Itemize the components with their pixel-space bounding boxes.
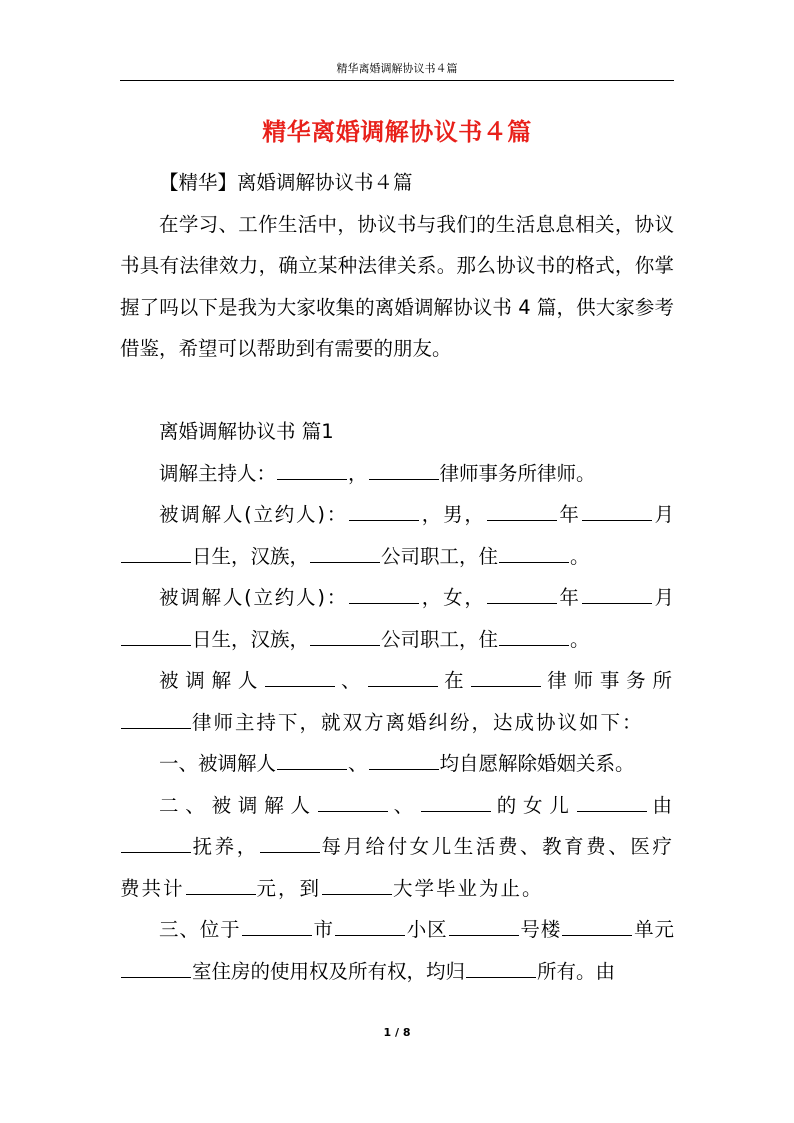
running-header: 精华离婚调解协议书４篇 [336,62,458,75]
text-run: 、 [388,793,420,817]
clause-3 [120,909,674,992]
text-run: 单元 [633,918,674,941]
fill-blank [121,625,191,646]
text-run: ，男， [420,503,486,526]
fill-blank [582,584,652,605]
fill-blank [487,501,557,522]
fill-blank [242,916,312,937]
page-number: 1 / 8 [383,1026,411,1039]
text-run: 公司职工，住 [381,544,499,568]
spacer [120,370,674,412]
text-run: 年 [557,586,581,609]
text-run: 日生，汉族， [192,544,310,568]
fill-blank [499,625,569,646]
text-run: 所有。由 [537,959,616,983]
text-run: 号楼 [519,918,562,941]
text-run: ， [348,461,368,485]
text-run: 均自愿解除婚姻关系。 [439,752,635,775]
text-run: 的女儿 [491,793,576,817]
fill-blank [349,501,419,522]
fill-blank [186,874,256,895]
text-run: 律师事务所律师。 [439,461,596,485]
paragraph-intro: 在学习、工作生活中，协议书与我们的生活息息相关，协议书具有法律效力，确立某种法律关系。那么协议书的格式，你掌握了吗以下是我为大家收集的离婚调解协议书 4 篇，供大家参考借鉴，希望可以帮助到有需要的朋友。 [120,212,674,360]
text-run: 市 [312,918,334,941]
fill-blank [121,708,191,729]
fill-blank [260,833,320,854]
text-run: 。 [570,544,590,568]
text-run: 。 [570,627,590,651]
text-run: 被调解人(立约人)： [159,586,349,609]
fill-blank [368,667,438,688]
paragraph-subtitle: 【精华】离婚调解协议书４篇 [159,171,413,194]
text-run: 被调解人 [159,669,265,692]
section-heading: 离婚调解协议书 篇1 [159,420,334,443]
text-run: 被调解人(立约人)： [159,503,349,526]
text-run: 三、位于 [159,918,241,941]
fill-blank [562,916,632,937]
fill-blank [121,833,191,854]
fill-blank [471,667,541,688]
text-run: 律师事务所 [542,669,674,692]
text-run: ，女， [420,586,486,609]
text-run: 抚养， [192,835,259,858]
fill-blank [121,542,191,563]
text-run: 律师主持下，就双方离婚纠纷，达成协议如下： [192,710,644,734]
text-run: 月 [652,586,674,609]
fill-blank [277,750,347,771]
paragraph-party-female [120,577,674,660]
text-run: 一、被调解人 [159,752,277,775]
paragraph-preamble [120,660,674,743]
fill-blank [121,957,191,978]
fill-blank [577,791,647,812]
fill-blank [318,791,388,812]
text-run: 月 [652,503,674,526]
clause-2 [120,785,674,910]
text-run: 二、被调解人 [159,793,317,817]
text-run: 、 [336,669,368,692]
fill-blank [310,625,380,646]
text-run: 小区 [405,918,448,941]
text-run: 年 [557,503,581,526]
fill-blank [335,916,405,937]
text-run: 由 [647,793,674,817]
fill-blank [322,874,392,895]
fill-blank [421,791,491,812]
text-run: 室住房的使用权及所有权，均归 [192,959,466,983]
fill-blank [369,459,439,480]
fill-blank [310,542,380,563]
header-divider [120,80,674,81]
document-body [120,162,674,992]
fill-blank [349,584,419,605]
text-run: 日生，汉族， [192,627,310,651]
clause-1 [120,743,674,785]
fill-blank [449,916,519,937]
document-title: 精华离婚调解协议书４篇 [262,118,532,146]
text-run: 调解主持人： [159,461,277,485]
paragraph-mediator [120,453,674,495]
fill-blank [265,667,335,688]
fill-blank [369,750,439,771]
fill-blank [277,459,347,480]
paragraph-party-male [120,494,674,577]
text-run: 每月给付女儿生活费、教育费、医疗费共计 [120,835,674,900]
text-run: 在 [439,669,471,692]
fill-blank [487,584,557,605]
text-run: 元，到 [256,876,322,900]
text-run: 大学毕业为止。 [393,876,544,900]
text-run: 公司职工，住 [381,627,499,651]
fill-blank [499,542,569,563]
text-run: 、 [348,752,368,775]
fill-blank [466,957,536,978]
fill-blank [582,501,652,522]
